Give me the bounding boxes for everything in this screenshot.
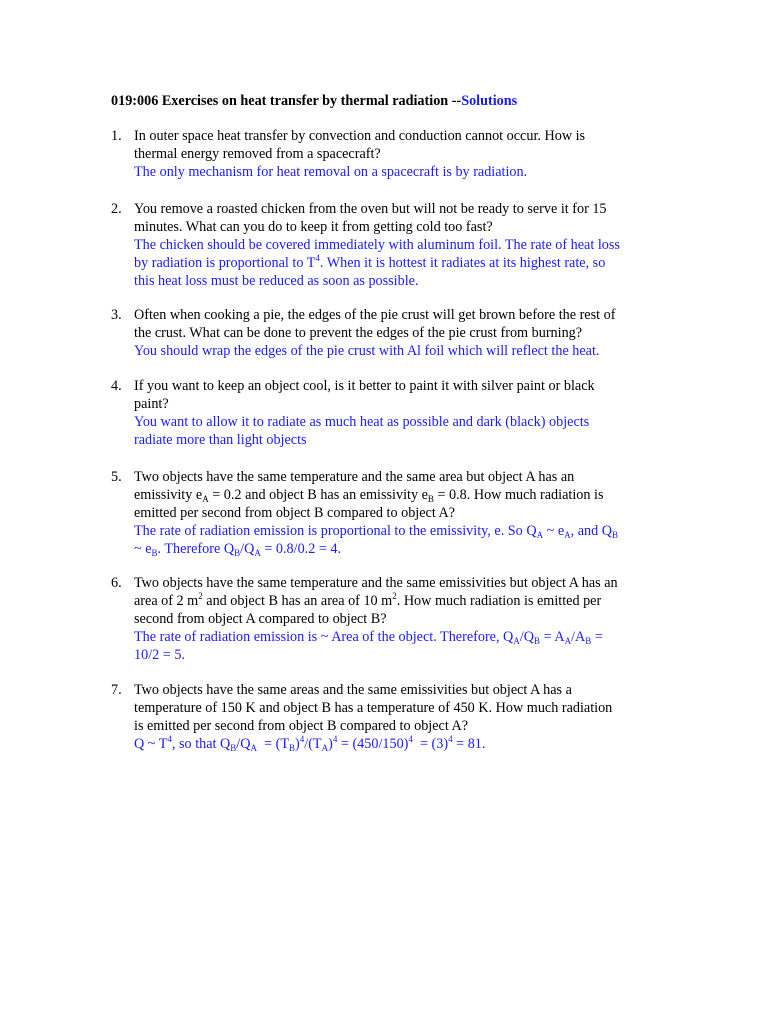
question-line: thermal energy removed from a spacecraft? xyxy=(134,146,381,162)
exercise-body xyxy=(134,377,671,449)
question-line: Two objects have the same areas and the same emissivities but object A has a xyxy=(134,682,572,698)
exercise-number: 3. xyxy=(111,307,122,323)
exercise-6 xyxy=(111,574,671,664)
exercise-number: 2. xyxy=(111,201,122,217)
exercise-body xyxy=(134,127,671,181)
question-line: Often when cooking a pie, the edges of the pie crust will get brown before the rest of xyxy=(134,307,616,323)
exercise-3 xyxy=(111,306,671,360)
answer-line: You should wrap the edges of the pie crust with Al foil which will reflect the heat. xyxy=(134,343,600,359)
question-line: paint? xyxy=(134,396,169,412)
answer-line: radiate more than light objects xyxy=(134,432,307,448)
exercise-body xyxy=(134,468,671,558)
page-title xyxy=(111,92,517,110)
question-line: the crust. What can be done to prevent the edges of the pie crust from burning? xyxy=(134,325,583,341)
exercise-body xyxy=(134,200,671,290)
answer-line: The chicken should be covered immediately with aluminum foil. The rate of heat loss xyxy=(134,237,620,253)
exercise-body xyxy=(134,306,671,360)
question-line: emitted per second from object B compared to object A? xyxy=(134,505,456,521)
question-line: You remove a roasted chicken from the oven but will not be ready to serve it for 15 xyxy=(134,201,607,217)
exercise-body xyxy=(134,574,671,664)
exercise-number: 5. xyxy=(111,469,122,485)
answer-line: The only mechanism for heat removal on a spacecraft is by radiation. xyxy=(134,164,528,180)
question-line: minutes. What can you do to keep it from getting cold too fast? xyxy=(134,219,493,235)
question-line: area of 2 $m^2$ and object B has an area of 10 $m^2$. How much radiation is emitted per xyxy=(134,591,602,609)
question-line: is emitted per second from object B compared to object A? xyxy=(134,718,469,734)
answer-line: Q ~ $T^4$, so that $Q_B/Q_A = (T_B)^4/(T_A)^4 = (450/150)^4 = (3)^4 = 81$. xyxy=(134,734,486,753)
answer-line: The rate of radiation emission is proportional to the emissivity, e. So $Q_A$ ~ $e_A$, and $Q_B$ xyxy=(134,523,619,540)
question-line: Two objects have the same temperature and the same emissivities but object A has an xyxy=(134,575,618,591)
question-line: Two objects have the same temperature and the same area but object A has an xyxy=(134,469,575,485)
exercise-number: 4. xyxy=(111,378,122,394)
exercise-5 xyxy=(111,468,671,558)
solutions-label: Solutions xyxy=(461,93,518,109)
exercise-number: 6. xyxy=(111,575,122,591)
exercise-7 xyxy=(111,681,671,753)
question-line: temperature of 150 K and object B has a temperature of 450 K. How much radiation xyxy=(134,700,613,716)
exercise-4 xyxy=(111,377,671,449)
answer-line: this heat loss must be reduced as soon as possible. xyxy=(134,273,419,289)
answer-line: ~ $e_B$. Therefore $Q_B/Q_A = 0.8/0.2 = 4$. xyxy=(134,541,342,558)
answer-line: The rate of radiation emission is ~ Area of the object. Therefore, $Q_A/Q_B = A_A/A_B$ = xyxy=(134,629,603,646)
question-line: In outer space heat transfer by convection and conduction cannot occur. How is xyxy=(134,128,586,144)
title-text: 019:006 Exercises on heat transfer by thermal radiation -- xyxy=(111,93,462,109)
exercise-1 xyxy=(111,127,671,181)
exercise-number: 7. xyxy=(111,682,122,698)
question-line: emissivity $e_A = 0.2$ and object B has an emissivity $e_B = 0.8$. How much radiation is xyxy=(134,487,604,504)
exercise-body xyxy=(134,681,671,753)
answer-line: You want to allow it to radiate as much heat as possible and dark (black) objects xyxy=(134,414,590,430)
question-line: second from object A compared to object B? xyxy=(134,611,387,627)
exercise-2 xyxy=(111,200,671,290)
answer-line: 10/2 = 5. xyxy=(134,647,185,663)
answer-line: by radiation is proportional to $T^4$. When it is hottest it radiates at its highest rate, so xyxy=(134,253,606,271)
question-line: If you want to keep an object cool, is it better to paint it with silver paint or black xyxy=(134,378,595,394)
exercise-number: 1. xyxy=(111,128,122,144)
